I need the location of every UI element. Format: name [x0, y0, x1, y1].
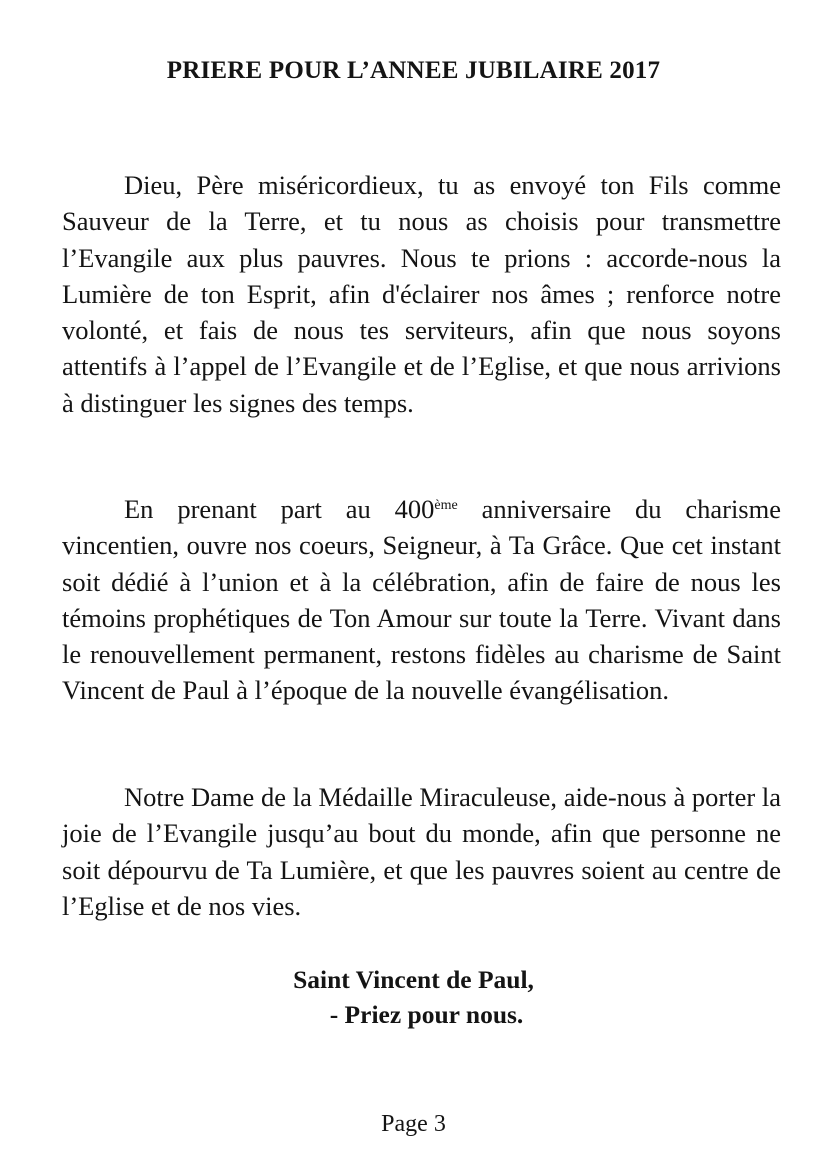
- closing-line-pray: - Priez pour nous.: [329, 1000, 524, 1029]
- paragraph-2-start: En prenant part au 400: [124, 494, 435, 524]
- prayer-paragraph-2: [62, 491, 781, 709]
- closing-invocation: [0, 962, 827, 1032]
- closing-line-saint: Saint Vincent de Paul,: [293, 965, 534, 994]
- page-number: Page 3: [381, 1111, 446, 1137]
- paragraph-2-rest: anniversaire du charisme vincentien, ouvre nos coeurs, Seigneur, à Ta Grâce. Que cet instant soit dédié à l’union et à la célébration, afin de faire de nous les témoins prophétiques de Ton Amour sur toute la Terre. Vivant dans le renouvellement permanent, restons fidèles au charisme de Saint Vincent de Paul à l’époque de la nouvelle évangélisation.: [62, 494, 781, 706]
- ordinal-superscript: ème: [434, 498, 458, 513]
- document-title: PRIERE POUR L’ANNEE JUBILAIRE 2017: [166, 57, 661, 84]
- prayer-paragraph-3: Notre Dame de la Médaille Miraculeuse, aide-nous à porter la joie de l’Evangile jusqu’au bout du monde, afin que personne ne soit dépourvu de Ta Lumière, et que les pauvres soient au centre de l’Eglise et de nos vies.: [62, 782, 781, 921]
- prayer-paragraph-1: Dieu, Père miséricordieux, tu as envoyé ton Fils comme Sauveur de la Terre, et tu nous as choisis pour transmettre l’Evangile aux plus pauvres. Nous te prions : accorde-nous la Lumière de ton Esprit, afin d'éclairer nos âmes ; renforce notre volonté, et fais de nous tes serviteurs, afin que nous soyons attentifs à l’appel de l’Evangile et de l’Eglise, et que nous arrivions à distinguer les signes des temps.: [62, 170, 781, 418]
